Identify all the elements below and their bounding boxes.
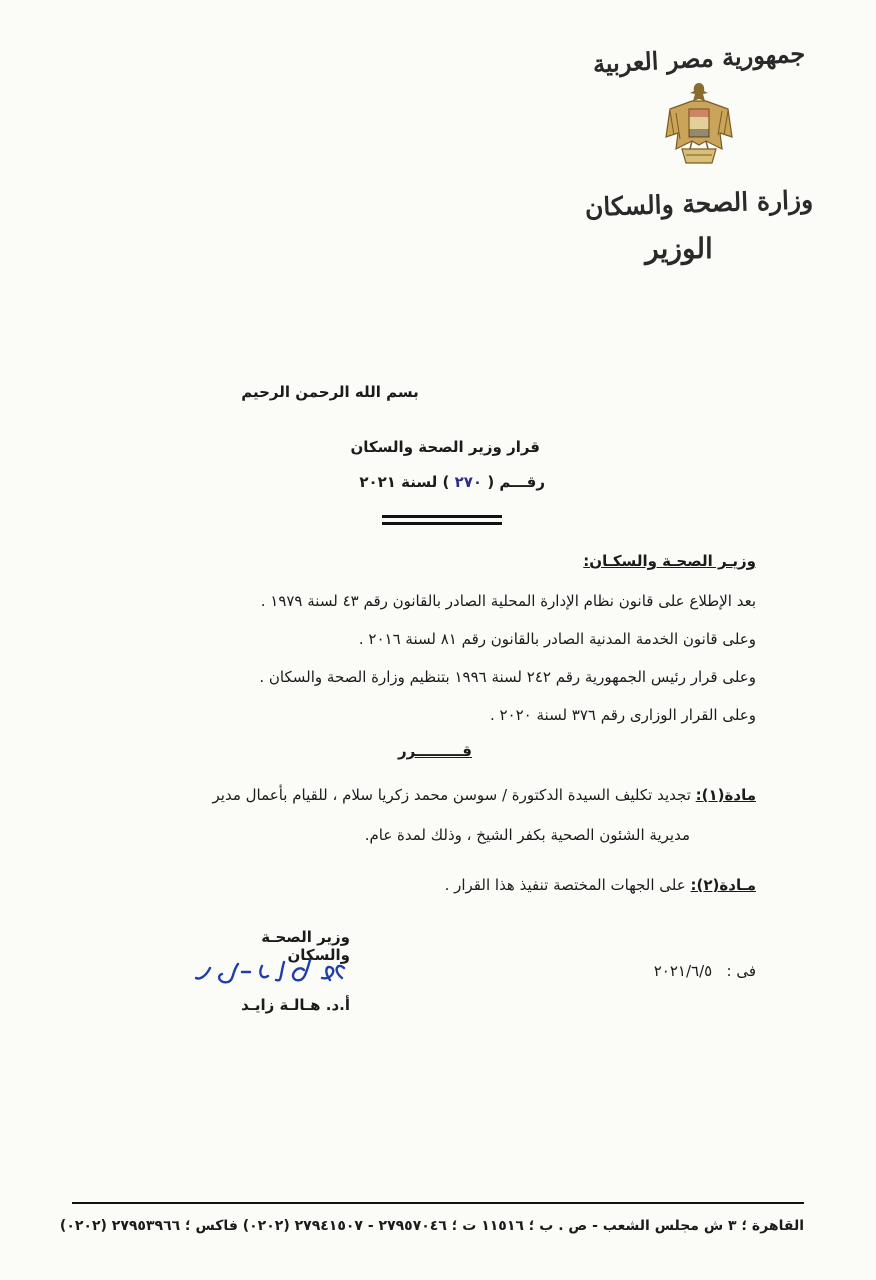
letterhead-ministry: وزارة الصحة والسكان — [584, 185, 814, 222]
article-text: على الجهات المختصة تنفيذ هذا القرار . — [444, 876, 686, 894]
article-text: تجديد تكليف السيدة الدكتورة / سوسن محمد زكريا سلام ، للقيام بأعمال مدير — [212, 786, 691, 804]
footer-divider — [72, 1202, 804, 1204]
letterhead-country: جمهورية مصر العربية — [592, 38, 806, 79]
preamble-line: وعلى قانون الخدمة المدنية الصادر بالقانون رقم ٨١ لسنة ٢٠١٦ . — [358, 630, 756, 648]
article-1-continuation: مديرية الشئون الصحية بكفر الشيخ ، وذلك لمدة عام. — [364, 826, 690, 844]
decision-number-line — [330, 473, 545, 491]
article-1 — [96, 786, 756, 804]
article-2 — [116, 876, 756, 894]
handwritten-signature — [192, 950, 352, 990]
signature-title: وزير الصحـة والسكان — [261, 928, 350, 964]
date-value: ٢٠٢١/٦/٥ — [653, 962, 713, 980]
title-divider — [382, 515, 502, 529]
preamble-heading: وزيـر الصحـة والسكـان: — [583, 552, 756, 570]
basmala: بسم الله الرحمن الرحيم — [241, 383, 419, 401]
signatory-name: أ.د. هـالـة زايـد — [241, 996, 350, 1014]
eagle-emblem-icon — [662, 79, 736, 171]
preamble-line: بعد الإطلاع على قانون نظام الإدارة المحلية الصادر بالقانون رقم ٤٣ لسنة ١٩٧٩ . — [260, 592, 756, 610]
decides-heading: قـــــــــرر — [398, 742, 472, 760]
preamble-line: وعلى القرار الوزارى رقم ٣٧٦ لسنة ٢٠٢٠ . — [489, 706, 756, 724]
preamble-line: وعلى قرار رئيس الجمهورية رقم ٢٤٢ لسنة ١٩٩٦ بتنظيم وزارة الصحة والسكان . — [259, 668, 756, 686]
footer-address: القاهرة ؛ ٣ ش مجلس الشعب - ص . ب ؛ ١١٥١٦ ت ؛ ٢٧٩٥٧٠٤٦ - ٢٧٩٤١٥٠٧ (٠٢٠٢) فاكس ؛ ٢٧٩٥٣٩٦٦ (٠٢٠٢) — [59, 1218, 804, 1234]
decision-number-prefix: رقـــم ( — [487, 473, 545, 491]
letterhead — [584, 38, 814, 265]
decision-number-suffix: ) لسنة ٢٠٢١ — [359, 473, 450, 491]
article-label: مادة(١): — [695, 786, 756, 804]
letterhead-office: الوزير — [645, 232, 713, 265]
date-label: فى : — [726, 962, 756, 980]
article-label: مـادة(٢): — [690, 876, 756, 894]
decision-title: قرار وزير الصحة والسكان — [350, 438, 540, 456]
date-line — [654, 962, 756, 980]
decision-number: ٢٧٠ — [454, 473, 483, 491]
